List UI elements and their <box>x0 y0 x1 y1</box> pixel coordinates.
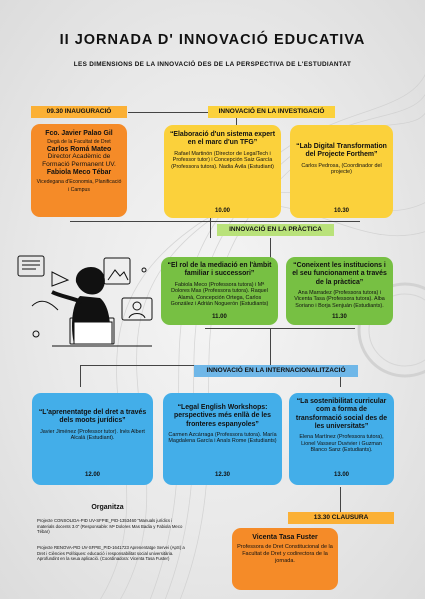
card-desc: Carmen Azcárraga (Professora tutora). María Magdalena García i Anaïs Rome (Estudiants) <box>168 431 277 445</box>
page-title: II JORNADA D' INNOVACIÓ EDUCATIVA <box>59 32 366 48</box>
organizer-project-1: Projecte CONSOLIDA-PID UV-SFPIE_PID-1353460 “Manuals jurídics i materials docents 3.0” (Responsable: Mª Dolores Mas Badia y Fabiola Meco Tébar) <box>37 518 183 535</box>
research-label: INNOVACIÓ EN LA INVESTIGACIÓ <box>208 106 335 118</box>
card-title: “La sostenibilitat curricular com a forma de transformació social des de les universitats” <box>295 398 388 430</box>
card-time: 13.00 <box>333 472 349 478</box>
student-laptop-illustration <box>12 246 160 358</box>
card-title: “Lab Digital Transformation del Projecte Forthem” <box>296 143 387 159</box>
internationalization-label: INNOVACIÓ EN LA INTERNACIONALITZACIÓ <box>194 365 358 377</box>
card-desc: Carlos Pedrosa, (Coordinador del projecte) <box>301 162 382 176</box>
card-time: 12.30 <box>214 472 230 478</box>
card-time: 10.00 <box>214 208 230 214</box>
card-title: “Elaboració d'un sistema expert en el marc d'un TFG” <box>169 131 276 147</box>
inauguration-label: 09.30 INAUGURACIÓ <box>31 106 127 118</box>
card-desc: Elena Martínez (Professora tutora), Lionel Vasseur Duvivier i Guzman Blanco Sanz (Estudiants). <box>299 434 384 454</box>
card-desc: Fabiola Meco (Professora tutora) i Mª Dolores Mas (Professora tutora). Raquel Alamà, Concepción Ortega, Carlos González i Adrián Noguerón (Estudiants) <box>170 281 269 308</box>
card-title: “L'aprenentatge del dret a través dels moots jurídics” <box>38 409 147 425</box>
speaker-1-name: Fco. Javier Palao Gil <box>45 130 113 137</box>
research-card-2 <box>290 125 393 218</box>
card-title: “El rol de la mediació en l'àmbit familiar i successori” <box>167 262 272 278</box>
organizer-project-2: Projecte RENOVA-PID UV-SFPIE_PID-1641723 Aprenentatge Servei (ApS) a Dret i Ciències Polítiques: educació i responsabilitat social universitària. Aprofundint en la seua aplicació. (Coordinadora: Vicenta Tasa Fuster) <box>37 545 185 562</box>
card-desc: Javier Jiménez (Professor tutor). Inés Albert Alcalá (Estudiant). <box>40 428 145 442</box>
card-time: 12.00 <box>84 472 100 478</box>
speaker-2-role: Director Acadèmic de Formació Permanent UV. <box>42 153 116 168</box>
closing-speaker-role: Professora de Dret Constitucional de la Facultat de Dret y codirectora de la jornada. <box>237 544 333 564</box>
speaker-2-name: Carlos Romá Mateo <box>46 146 112 153</box>
card-desc: Ana Marradez (Professora tutora) i Vicenta Tasa (Professora tutora). Alba Soriano i Borja Senjuán (Estudiants). <box>294 289 385 310</box>
card-title: “Coneixent les institucions i el seu funcionament a través de la pràctica” <box>292 262 387 286</box>
international-card-1 <box>32 393 153 485</box>
organizers-title: Organitza <box>91 504 124 511</box>
international-card-2 <box>163 393 282 485</box>
practice-label: INNOVACIÓ EN LA PRÀCTICA <box>217 224 334 236</box>
card-time: 10.30 <box>333 208 349 214</box>
research-card-1 <box>164 125 281 218</box>
practice-time-1: 11.00 <box>212 314 227 320</box>
international-card-3 <box>289 393 394 485</box>
practice-time-2: 11.30 <box>332 314 347 320</box>
card-title: “Legal English Workshops: perspectives més enllà de les fronteres espanyoles” <box>174 404 271 428</box>
speaker-3-role: Vicedegana d'Economia, Planificació i Campus <box>36 179 122 193</box>
page-subtitle: LES DIMENSIONS DE LA INNOVACIÓ DES DE LA PERSPECTIVA DE L'ESTUDIANTAT <box>73 61 352 68</box>
inauguration-card <box>31 124 127 217</box>
speaker-1-role: Degà de la Facultat de Dret <box>47 139 111 145</box>
card-desc: Rafael Martinón (Director de LegalTech i Professor tutor) i Concepción Saiz García (Professora tutora). Nadia Ávila (Estudiant) <box>171 150 274 170</box>
closing-card <box>232 528 338 590</box>
closing-speaker-name: Vicenta Tasa Fuster <box>252 534 318 541</box>
closing-label: 13.30 CLAUSURA <box>288 512 394 524</box>
speaker-3-name: Fabiola Meco Tébar <box>46 169 112 176</box>
